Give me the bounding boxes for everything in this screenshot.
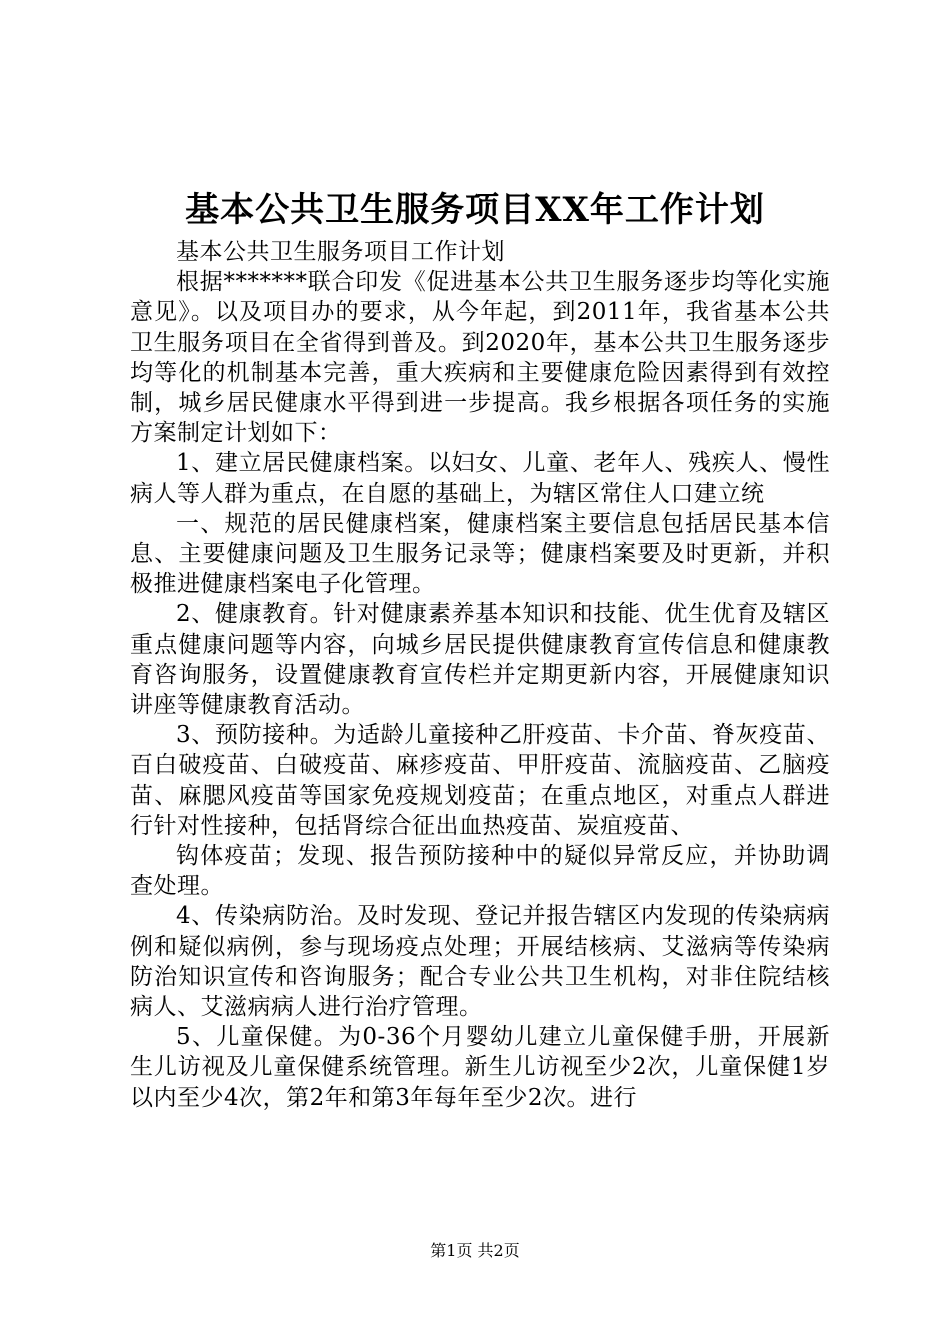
document-body bbox=[130, 237, 830, 1113]
paragraph-item-1: 1、建立居民健康档案。以妇女、儿童、老年人、残疾人、慢性病人等人群为重点，在自愿的基础上，为辖区常住人口建立统 bbox=[130, 450, 830, 507]
paragraph-intro: 根据*******联合印发《促进基本公共卫生服务逐步均等化实施意见》。以及项目办的要求，从今年起，到2011年，我省基本公共卫生服务项目在全省得到普及。到2020年，基本公共卫生服务逐步均等化的机制基本完善，重大疾病和主要健康危险因素得到有效控制，城乡居民健康水平得到进一步提高。我乡根据各项任务的实施方案制定计划如下： bbox=[130, 269, 830, 447]
document-title: 基本公共卫生服务项目XX年工作计划 bbox=[185, 190, 765, 230]
paragraph-subtitle: 基本公共卫生服务项目工作计划 bbox=[176, 239, 505, 265]
paragraph-item-4: 4、传染病防治。及时发现、登记并报告辖区内发现的传染病病例和疑似病例，参与现场疫点处理；开展结核病、艾滋病等传染病防治知识宣传和咨询服务；配合专业公共卫生机构，对非住院结核病人、艾滋病病人进行治疗管理。 bbox=[130, 903, 830, 1021]
paragraph-item-1-cont: 一、规范的居民健康档案，健康档案主要信息包括居民基本信息、主要健康问题及卫生服务记录等；健康档案要及时更新，并积极推进健康档案电子化管理。 bbox=[130, 510, 830, 598]
page-footer: 第1页 共2页 bbox=[430, 1241, 520, 1260]
paragraph-item-3: 3、预防接种。为适龄儿童接种乙肝疫苗、卡介苗、脊灰疫苗、百白破疫苗、白破疫苗、麻疹疫苗、甲肝疫苗、流脑疫苗、乙脑疫苗、麻腮风疫苗等国家免疫规划疫苗；在重点地区，对重点人群进行针对性接种，包括肾综合征出血热疫苗、炭疽疫苗、 bbox=[130, 722, 830, 839]
paragraph-item-3-cont: 钩体疫苗；发现、报告预防接种中的疑似异常反应，并协助调查处理。 bbox=[130, 843, 830, 900]
paragraph-item-2: 2、健康教育。针对健康素养基本知识和技能、优生优育及辖区重点健康问题等内容，向城乡居民提供健康教育宣传信息和健康教育咨询服务，设置健康教育宣传栏并定期更新内容，开展健康知识讲座等健康教育活动。 bbox=[130, 601, 830, 719]
paragraph-item-5: 5、儿童保健。为0-36个月婴幼儿建立儿童保健手册，开展新生儿访视及儿童保健系统管理。新生儿访视至少2次，儿童保健1岁以内至少4次，第2年和第3年每年至少2次。进行 bbox=[130, 1024, 830, 1111]
